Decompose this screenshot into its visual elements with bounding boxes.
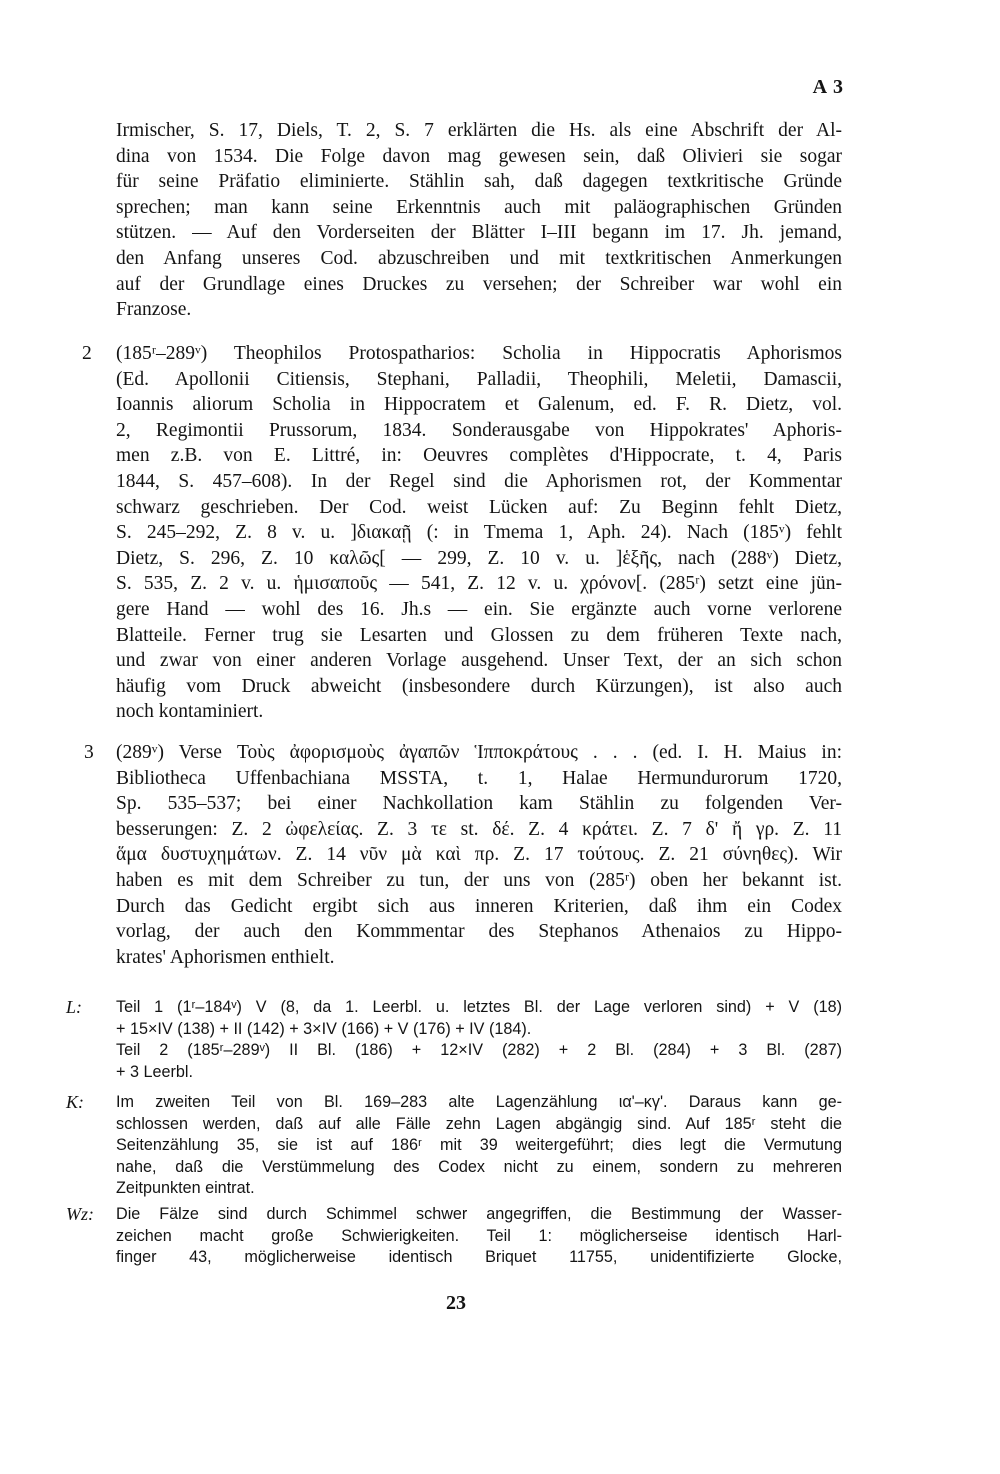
- note-text: [116, 1204, 842, 1269]
- note-line: finger 43, möglicherweise identisch Briquet 11755, unidentifizierte Glocke,: [116, 1248, 842, 1266]
- text-line: 1844, S. 457–608). In der Regel sind die Aphorismen rot, der Kommentar: [116, 470, 842, 492]
- text-line: vorlag, der auch den Kommmentar des Stephanos Athenaios zu Hippo-: [116, 921, 842, 943]
- text-line: S. 245–292, Z. 8 v. u. ]διακαῇ (: in Tmema 1, Aph. 24). Nach (185ᵛ) fehlt: [116, 522, 842, 544]
- note-text: [116, 997, 842, 1083]
- text-line: Irmischer, S. 17, Diels, T. 2, S. 7 erklärten die Hs. als eine Abschrift der Al-: [116, 120, 842, 141]
- text-line: (Ed. Apollonii Citiensis, Stephani, Palladii, Theophili, Meletii, Damascii,: [116, 368, 842, 390]
- text-line: Franzose.: [116, 299, 192, 321]
- text-line: gere Hand — wohl des 16. Jh.s — ein. Sie ergänzte auch vorne verlorene: [116, 598, 842, 620]
- note-line: zeichen macht große Schwierigkeiten. Teil 1: möglicherseise identisch Harl-: [116, 1226, 842, 1245]
- text-line: noch kontaminiert.: [116, 701, 264, 723]
- note-line: schlossen werden, daß auf alle Fälle zehn Lagen abgängig sind. Auf 185ʳ steht die: [116, 1114, 842, 1133]
- text-line: Blatteile. Ferner trug sie Lesarten und Glossen zu dem früheren Texte nach,: [116, 624, 842, 646]
- text-line: (289ᵛ) Verse Τοὺς ἀφορισμοὺς ἀγαπῶν Ἱπποκράτους . . . (ed. I. H. Maius in:: [116, 742, 842, 763]
- text-line: krates' Aphorismen enthielt.: [116, 946, 335, 968]
- note-K: [66, 1092, 842, 1202]
- note-key: Wz:: [66, 1204, 94, 1224]
- intro-paragraph: [116, 118, 842, 323]
- text-line: Durch das Gedicht ergibt sich aus inneren Kriterien, daß ihm ein Codex: [116, 895, 842, 917]
- text-line: Dietz, S. 296, Z. 10 καλῶς[ — 299, Z. 10 v. u. ]ἑξῆς, nach (288ᵛ) Dietz,: [116, 547, 842, 569]
- note-line: Im zweiten Teil von Bl. 169–283 alte Lagenzählung ια'–κγ'. Daraus kann ge-: [116, 1093, 842, 1111]
- text-line: auf der Grundlage eines Druckes zu versehen; der Schreiber war wohl ein: [116, 273, 842, 295]
- text-line: besserungen: Z. 2 ὠφελείας. Z. 3 τε st. δέ. Z. 4 κράτει. Z. 7 δ' ἤ γρ. Z. 11: [116, 818, 842, 840]
- running-header-signature: A 3: [812, 76, 844, 98]
- note-key: L:: [66, 997, 83, 1017]
- note-key: K:: [66, 1092, 84, 1112]
- note-line: nahe, daß die Verstümmelung des Codex nicht zu einem, sondern zu mehreren: [116, 1157, 842, 1176]
- text-line: sprechen; man kann seine Erkenntnis auch mit paläographischen Gründen: [116, 196, 842, 218]
- note-L: [66, 997, 842, 1087]
- note-line: Teil 2 (185ʳ–289ᵛ) II Bl. (186) + 12×IV (282) + 2 Bl. (284) + 3 Bl. (287): [116, 1041, 842, 1059]
- text-line: Bibliotheca Uffenbachiana MSSTA, t. 1, Halae Hermundurorum 1720,: [116, 767, 842, 789]
- note-line: Zeitpunkten eintrat.: [116, 1179, 255, 1197]
- text-line: men z.B. von E. Littré, in: Oeuvres complètes d'Hippocrate, t. 4, Paris: [116, 445, 842, 467]
- text-line: (185ʳ–289ᵛ) Theophilos Protospatharios: Scholia in Hippocratis Aphorismos: [116, 343, 842, 364]
- note-line: Seitenzählung 35, sie ist auf 186ʳ mit 39 weitergeführt; dies legt die Vermutung: [116, 1136, 842, 1154]
- page-number: 23: [446, 1292, 466, 1314]
- text-line: den Anfang unseres Cod. abzuschreiben und mit textkritischen Anmerkungen: [116, 247, 842, 269]
- text-line: 2, Regimontii Prussorum, 1834. Sonderausgabe von Hippokrates' Aphoris-: [116, 419, 842, 441]
- note-text: [116, 1092, 842, 1200]
- text-line: für seine Präfatio eliminierte. Stählin sah, daß dagegen textkritische Gründe: [116, 171, 842, 193]
- text-line: S. 535, Z. 2 v. u. ἡμισαποῦς — 541, Z. 12 v. u. χρόνον[. (285ʳ) setzt eine jün-: [116, 573, 842, 595]
- text-line: dina von 1534. Die Folge davon mag gewesen sein, daß Olivieri sie sogar: [116, 145, 842, 167]
- item-3-paragraph: [116, 740, 842, 970]
- text-line: schwarz geschrieben. Der Cod. weist Lücken auf: Zu Beginn fehlt Dietz,: [116, 496, 842, 518]
- note-line: + 3 Leerbl.: [116, 1062, 193, 1081]
- text-line: und zwar von einer anderen Vorlage ausgehend. Unser Text, der an sich schon: [116, 650, 842, 672]
- text-line: stützen. — Auf den Vorderseiten der Blätter I–III begann im 17. Jh. jemand,: [116, 222, 842, 244]
- text-line: Sp. 535–537; bei einer Nachkollation kam Stählin zu folgenden Ver-: [116, 793, 842, 815]
- text-line: häufig vom Druck abweicht (insbesondere durch Kürzungen), ist also auch: [116, 675, 842, 697]
- note-line: Die Fälze sind durch Schimmel schwer angegriffen, die Bestimmung der Wasser-: [116, 1205, 842, 1223]
- text-line: haben es mit dem Schreiber zu tun, der uns von (285ʳ) oben her bekannt ist.: [116, 869, 842, 891]
- note-line: + 15×IV (138) + II (142) + 3×IV (166) + V (176) + IV (184).: [116, 1019, 532, 1038]
- item-2-paragraph: [116, 341, 842, 725]
- item-2-number: 2: [82, 343, 92, 364]
- item-3-number: 3: [84, 742, 94, 763]
- text-line: Ioannis aliorum Scholia in Hippocratem et Galenum, ed. F. R. Dietz, vol.: [116, 394, 842, 416]
- note-line: Teil 1 (1ʳ–184ᵛ) V (8, da 1. Leerbl. u. letztes Bl. der Lage verloren sind) + V (18): [116, 998, 842, 1016]
- note-Wz: [66, 1204, 842, 1274]
- text-line: ἅμα δυστυχημάτων. Z. 14 νῦν μὰ καὶ πρ. Z. 17 τούτους. Z. 21 σύνηθες). Wir: [116, 844, 842, 866]
